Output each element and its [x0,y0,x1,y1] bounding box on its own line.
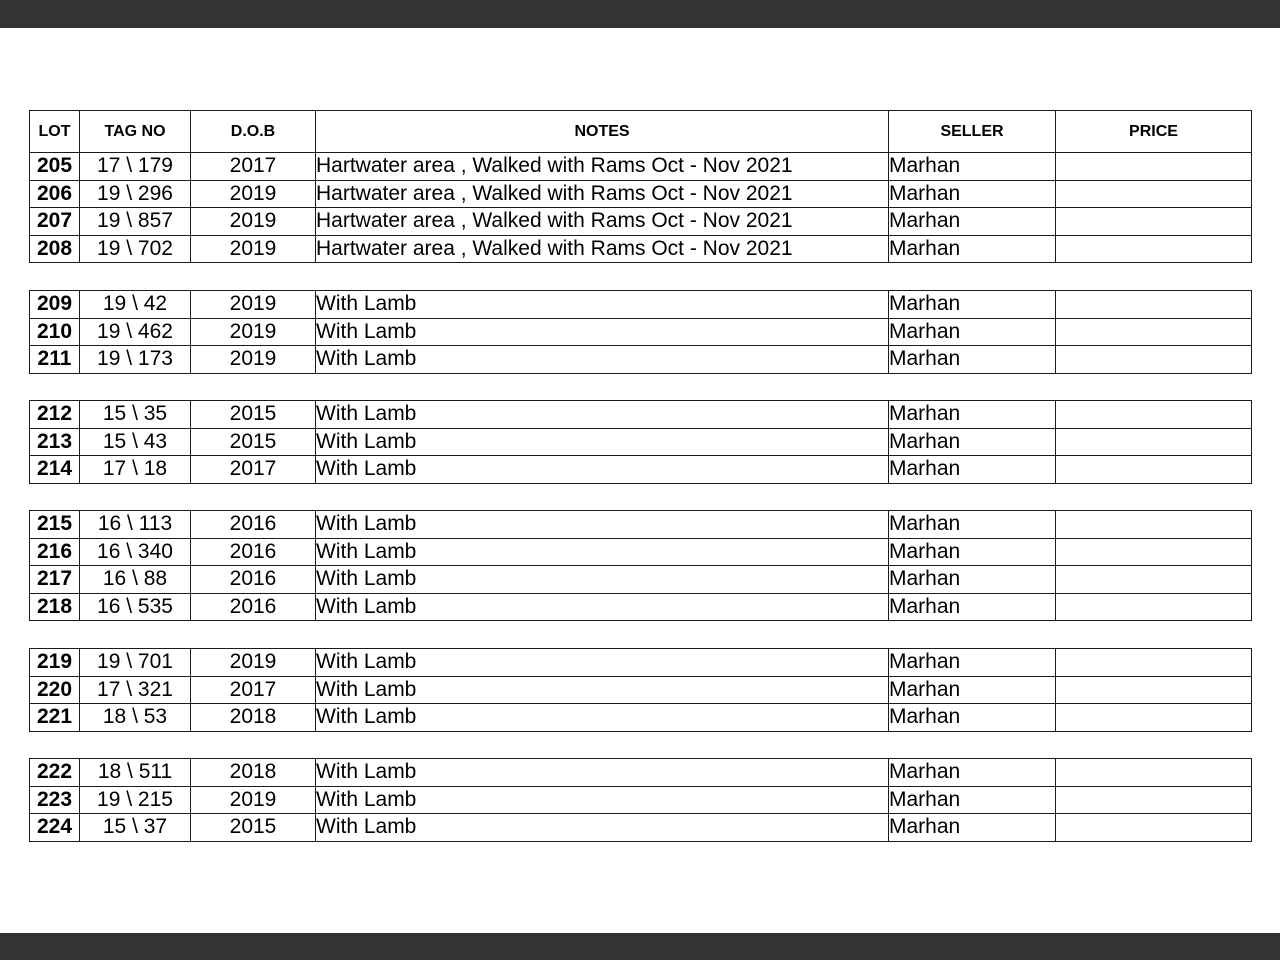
price-cell [1056,235,1252,263]
header-table [29,110,1252,153]
notes-cell: With Lamb [316,511,889,539]
lot-group-table [29,758,1252,842]
lot-cell: 205 [30,153,80,181]
seller-cell: Marhan [889,676,1056,704]
dob-cell: 2016 [191,593,316,621]
notes-cell: Hartwater area , Walked with Rams Oct - Nov 2021 [316,180,889,208]
tag-no-cell: 19 \ 462 [80,318,191,346]
price-cell [1056,566,1252,594]
dob-cell: 2017 [191,153,316,181]
table-row [30,786,1252,814]
viewer-top-bar [0,0,1280,28]
tag-no-cell: 19 \ 296 [80,180,191,208]
header-notes: NOTES [316,111,889,153]
dob-cell: 2015 [191,814,316,842]
tag-no-cell: 17 \ 18 [80,456,191,484]
lot-group-table [29,648,1252,732]
dob-cell: 2019 [191,346,316,374]
lot-cell: 222 [30,759,80,787]
tag-no-cell: 19 \ 215 [80,786,191,814]
dob-cell: 2019 [191,208,316,236]
table-row [30,676,1252,704]
dob-cell: 2019 [191,235,316,263]
notes-cell: With Lamb [316,649,889,677]
seller-cell: Marhan [889,180,1056,208]
seller-cell: Marhan [889,704,1056,732]
notes-cell: With Lamb [316,704,889,732]
notes-cell: With Lamb [316,318,889,346]
price-cell [1056,814,1252,842]
table-row [30,346,1252,374]
table-row [30,318,1252,346]
dob-cell: 2017 [191,456,316,484]
dob-cell: 2018 [191,759,316,787]
price-cell [1056,704,1252,732]
lot-group-table [29,152,1252,263]
dob-cell: 2016 [191,538,316,566]
seller-cell: Marhan [889,511,1056,539]
price-cell [1056,456,1252,484]
tag-no-cell: 19 \ 857 [80,208,191,236]
dob-cell: 2019 [191,318,316,346]
lot-cell: 210 [30,318,80,346]
dob-cell: 2018 [191,704,316,732]
table-row [30,208,1252,236]
seller-cell: Marhan [889,593,1056,621]
seller-cell: Marhan [889,814,1056,842]
notes-cell: With Lamb [316,759,889,787]
price-cell [1056,291,1252,319]
header-seller: SELLER [889,111,1056,153]
price-cell [1056,208,1252,236]
table-row [30,428,1252,456]
lot-cell: 206 [30,180,80,208]
notes-cell: With Lamb [316,566,889,594]
notes-cell: With Lamb [316,593,889,621]
tag-no-cell: 19 \ 701 [80,649,191,677]
notes-cell: With Lamb [316,814,889,842]
seller-cell: Marhan [889,428,1056,456]
price-cell [1056,786,1252,814]
tag-no-cell: 19 \ 42 [80,291,191,319]
notes-cell: Hartwater area , Walked with Rams Oct - Nov 2021 [316,235,889,263]
seller-cell: Marhan [889,456,1056,484]
lot-cell: 220 [30,676,80,704]
tag-no-cell: 16 \ 535 [80,593,191,621]
table-row [30,511,1252,539]
dob-cell: 2019 [191,180,316,208]
table-row [30,649,1252,677]
price-cell [1056,401,1252,429]
price-cell [1056,153,1252,181]
dob-cell: 2016 [191,511,316,539]
lot-cell: 219 [30,649,80,677]
dob-cell: 2019 [191,786,316,814]
table-row [30,153,1252,181]
table-row [30,593,1252,621]
lot-cell: 209 [30,291,80,319]
seller-cell: Marhan [889,566,1056,594]
notes-cell: With Lamb [316,428,889,456]
price-cell [1056,180,1252,208]
price-cell [1056,428,1252,456]
notes-cell: With Lamb [316,401,889,429]
table-row [30,180,1252,208]
lot-cell: 221 [30,704,80,732]
header-price: PRICE [1056,111,1252,153]
seller-cell: Marhan [889,291,1056,319]
price-cell [1056,649,1252,677]
viewer-bottom-bar [0,933,1280,960]
seller-cell: Marhan [889,401,1056,429]
price-cell [1056,346,1252,374]
seller-cell: Marhan [889,786,1056,814]
dob-cell: 2016 [191,566,316,594]
header-row [30,111,1252,153]
table-row [30,759,1252,787]
lot-cell: 213 [30,428,80,456]
tag-no-cell: 15 \ 43 [80,428,191,456]
notes-cell: With Lamb [316,291,889,319]
lot-cell: 215 [30,511,80,539]
seller-cell: Marhan [889,235,1056,263]
table-row [30,566,1252,594]
notes-cell: Hartwater area , Walked with Rams Oct - Nov 2021 [316,208,889,236]
lot-group-table [29,290,1252,374]
notes-cell: With Lamb [316,538,889,566]
tag-no-cell: 18 \ 511 [80,759,191,787]
tag-no-cell: 16 \ 88 [80,566,191,594]
seller-cell: Marhan [889,759,1056,787]
lot-cell: 218 [30,593,80,621]
dob-cell: 2017 [191,676,316,704]
lot-group-table [29,510,1252,621]
tag-no-cell: 16 \ 113 [80,511,191,539]
table-row [30,235,1252,263]
lot-cell: 212 [30,401,80,429]
lot-cell: 208 [30,235,80,263]
notes-cell: With Lamb [316,456,889,484]
dob-cell: 2015 [191,428,316,456]
price-cell [1056,511,1252,539]
lot-cell: 223 [30,786,80,814]
lot-cell: 211 [30,346,80,374]
notes-cell: With Lamb [316,346,889,374]
price-cell [1056,318,1252,346]
table-row [30,538,1252,566]
lot-cell: 216 [30,538,80,566]
tag-no-cell: 15 \ 37 [80,814,191,842]
table-row [30,704,1252,732]
seller-cell: Marhan [889,318,1056,346]
price-cell [1056,593,1252,621]
seller-cell: Marhan [889,538,1056,566]
price-cell [1056,676,1252,704]
tag-no-cell: 17 \ 179 [80,153,191,181]
seller-cell: Marhan [889,153,1056,181]
table-row [30,814,1252,842]
seller-cell: Marhan [889,649,1056,677]
lot-cell: 217 [30,566,80,594]
dob-cell: 2019 [191,649,316,677]
notes-cell: Hartwater area , Walked with Rams Oct - Nov 2021 [316,153,889,181]
tag-no-cell: 16 \ 340 [80,538,191,566]
lot-cell: 224 [30,814,80,842]
lot-group-table [29,400,1252,484]
lot-cell: 207 [30,208,80,236]
table-row [30,291,1252,319]
dob-cell: 2019 [191,291,316,319]
tag-no-cell: 19 \ 702 [80,235,191,263]
table-row [30,456,1252,484]
lot-cell: 214 [30,456,80,484]
seller-cell: Marhan [889,346,1056,374]
tag-no-cell: 19 \ 173 [80,346,191,374]
tag-no-cell: 15 \ 35 [80,401,191,429]
header-dob: D.O.B [191,111,316,153]
tag-no-cell: 18 \ 53 [80,704,191,732]
header-lot: LOT [30,111,80,153]
notes-cell: With Lamb [316,676,889,704]
price-cell [1056,759,1252,787]
seller-cell: Marhan [889,208,1056,236]
header-tag-no: TAG NO [80,111,191,153]
table-row [30,401,1252,429]
dob-cell: 2015 [191,401,316,429]
notes-cell: With Lamb [316,786,889,814]
tag-no-cell: 17 \ 321 [80,676,191,704]
price-cell [1056,538,1252,566]
